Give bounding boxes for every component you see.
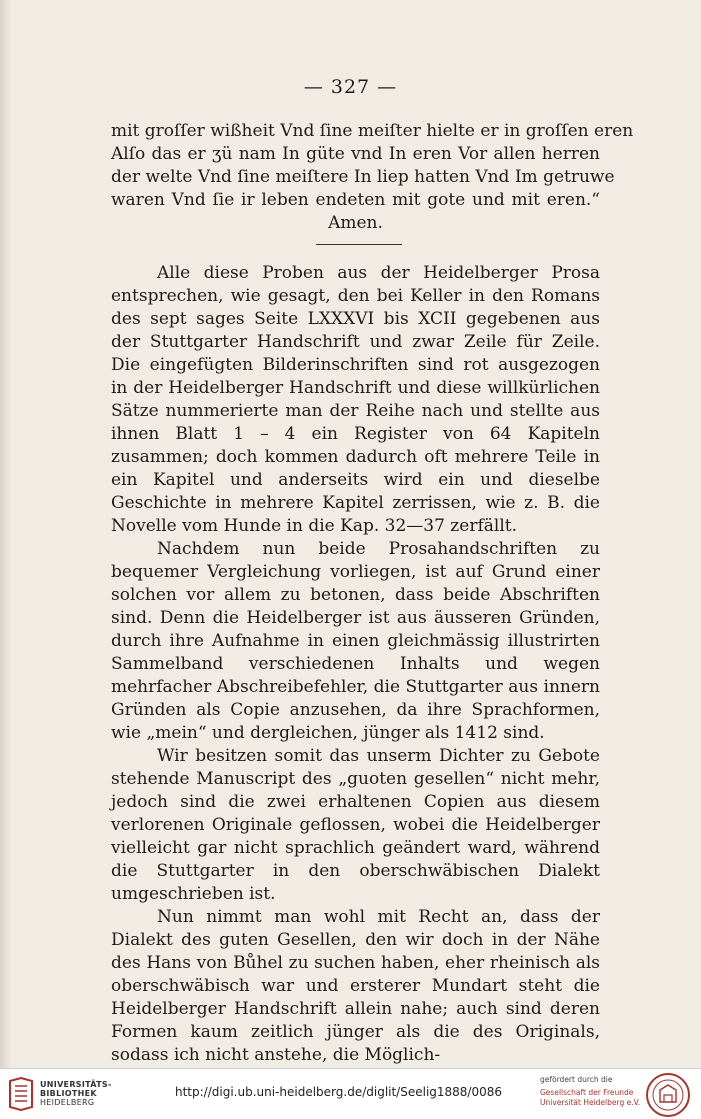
library-name-line: HEIDELBERG (40, 1098, 95, 1107)
paragraph (111, 906, 600, 1067)
university-seal-icon[interactable] (645, 1072, 691, 1118)
verse-line: der welte Vnd ſine meiſtere In liep hatten Vnd Im getruwe (111, 167, 615, 187)
library-name-line: BIBLIOTHEK (40, 1089, 97, 1098)
paragraph-text: Wir besitzen somit das unserm Dichter zu Gebote stehende Manuscript des „guoten gesellen“ nicht mehr, jedoch sind die zwei erhaltenen Copien aus diesem verlorenen Originale geflossen, wobei die Heidelberger vielleicht gar nicht sprachlich geändert ward, während die Stuttgarter in den oberschwäbischen Dialekt umgeschrieben ist. (111, 746, 600, 904)
footer-bar (0, 1068, 701, 1119)
library-name-line: UNIVERSITÄTS- (40, 1080, 112, 1089)
verse-line: mit groſſer wißheit Vnd ſine meiſter hielte er in groſſen eren (111, 121, 634, 141)
university-library-logo-icon[interactable] (8, 1077, 34, 1111)
paragraph-text: Alle diese Proben aus der Heidelberger Prosa entsprechen, wie gesagt, den bei Keller in den Romans des sept sages Seite LXXXVI bis XCII gegebenen aus der Stuttgarter Handschrift und zwar Zeile für Zeile. Die eingefügten Bilderinschriften sind rot ausgezogen in der Heidelberger Handschrift und diese willkürlichen Sätze nummerierte man der Reihe nach und stellte aus ihnen Blatt 1 – 4 ein Register von 64 Kapiteln zusammen; doch kommen dadurch oft mehrere Teile in ein Kapitel und anderseits wird ein und dieselbe Geschichte in mehrere Kapitel zerrissen, wie z. B. die Novelle vom Hunde in die Kap. 32—37 zerfällt. (111, 263, 600, 536)
section-divider (316, 244, 402, 245)
verse-line: waren Vnd ſie ir leben endeten mit gote und mit eren.“ (111, 190, 600, 210)
sponsor-text (540, 1075, 640, 1108)
paragraph (111, 262, 600, 538)
verse-block (111, 120, 634, 235)
sponsor-intro: gefördert durch die (540, 1075, 613, 1084)
paragraph (111, 538, 600, 745)
body-text (111, 262, 600, 1067)
verse-line: Alſo das er ʒü nam In güte vnd In eren Vor allen herren (111, 144, 600, 164)
sponsor-name-line: Gesellschaft der Freunde (540, 1088, 634, 1097)
sponsor-name-line: Universität Heidelberg e.V. (540, 1098, 641, 1107)
verse-amen: Amen. (328, 213, 383, 233)
permalink-url[interactable]: http://digi.ub.uni-heidelberg.de/diglit/Seelig1888/0086 (175, 1085, 503, 1099)
paragraph-text: Nachdem nun beide Prosahandschriften zu bequemer Vergleichung vorliegen, ist auf Grund einer solchen vor allem zu betonen, dass beide Abschriften sind. Denn die Heidelberger ist aus äusseren Gründen, durch ihre Aufnahme in einen gleichmässig illustrirten Sammelband verschiedenen Inhalts und wegen mehrfacher Abschreibefehler, die Stuttgarter aus innern Gründen als Copie anzusehen, da ihre Sprachformen, wie „mein“ und dergleichen, jünger als 1412 sind. (111, 539, 600, 743)
paragraph (111, 745, 600, 906)
page-number: — 327 — (303, 76, 398, 98)
library-name[interactable] (40, 1080, 112, 1107)
paragraph-text: Nun nimmt man wohl mit Recht an, dass der Dialekt des guten Gesellen, den wir doch in der Nähe des Hans von Bůhel zu suchen haben, eher rheinisch als oberschwäbisch war und ersterer Mundart steht die Heidelberger Handschrift allein nahe; auch sind deren Formen kaum zeitlich jünger als die des Originals, sodass ich nicht anstehe, die Möglich- (111, 907, 600, 1065)
